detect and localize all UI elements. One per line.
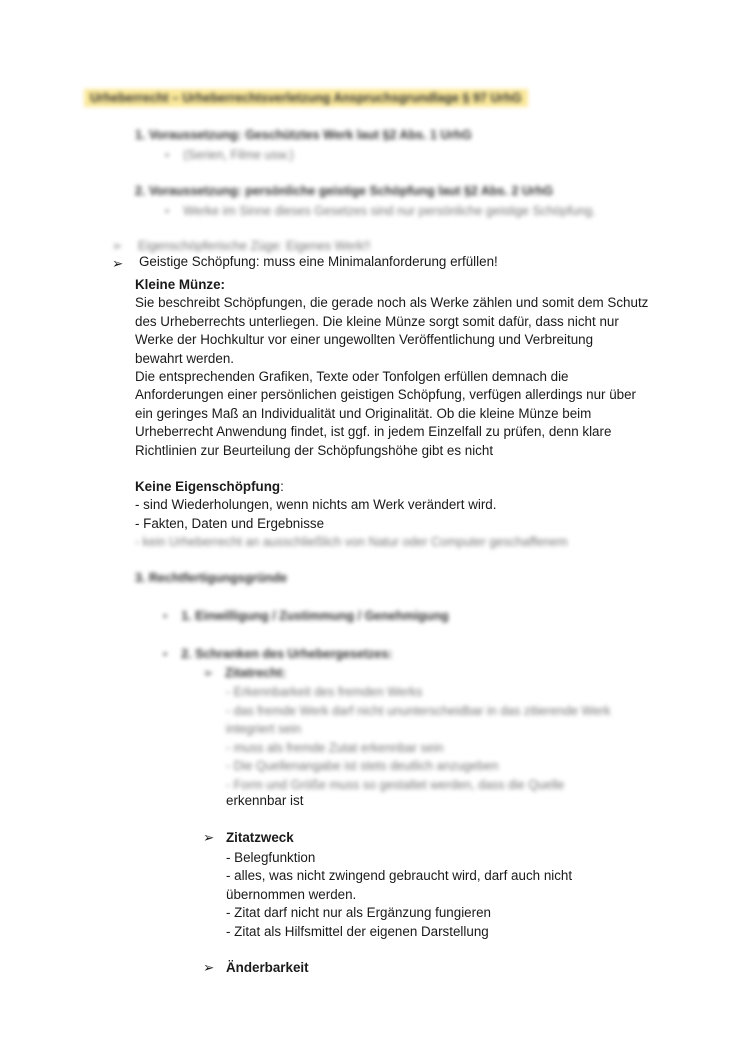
kleine-muenze-line: Werke der Hochkultur vor einer ungewollten Veröffentlichung und Verbreitung xyxy=(135,332,594,348)
bullet-icon xyxy=(163,609,181,623)
bullet-icon xyxy=(163,647,181,661)
arrow-icon: ➢ xyxy=(112,239,123,253)
kleine-muenze-line: Sie beschreibt Schöpfungen, die gerade noch als Werke zählen und somit dem Schutz xyxy=(135,295,649,311)
keine-eigenschoepfung-section xyxy=(135,478,680,552)
kleine-muenze-line: des Urheberrechts unterliegen. Die kleine Münze sorgt somit dafür, dass nicht nur xyxy=(135,313,619,329)
document-heading: Urheberrecht – Urheberrechtsverletzung Anspruchsgrundlage § 97 UrhG xyxy=(84,90,528,105)
requirement-2-bullet: ● Werke im Sinne dieses Gesetzes sind nur persönliche geistige Schöpfung. xyxy=(165,204,596,218)
aenderbarkeit-heading: ➢ Änderbarkeit xyxy=(203,960,309,975)
zitatzweck-heading: ➢ Zitatzweck xyxy=(203,830,294,845)
requirement-1-title: 1. Voraussetzung: Geschütztes Werk laut §2 Abs. 1 UrhG xyxy=(135,128,472,142)
arrow-item-eigenschoepferisch: ➢ Eigenschöpferische Züge: Eigenes Werk!! xyxy=(112,239,371,253)
zitatzweck-line: - Zitat darf nicht nur als Ergänzung fungieren xyxy=(226,905,491,921)
arrow-item-geistige-schoepfung: ➢ Geistige Schöpfung: muss eine Minimalanforderung erfüllen! xyxy=(112,256,498,271)
zitatzweck-line: - Zitat als Hilfsmittel der eigenen Darstellung xyxy=(226,923,489,939)
keine-eigenschoepfung-heading: Keine Eigenschöpfung: xyxy=(135,479,284,494)
zitatrecht-line: - Erkennbarkeit des fremden Werks xyxy=(226,685,423,699)
zitatrecht-line: - muss als fremde Zutat erkennbar sein xyxy=(226,740,444,755)
keine-eigenschoepfung-line-blurred: - kein Urheberrecht an ausschließlich von Natur oder Computer geschaffenem xyxy=(135,535,568,550)
requirement-2-title: 2. Voraussetzung: persönliche geistige Schöpfung laut §2 Abs. 2 UrhG xyxy=(135,184,554,198)
kleine-muenze-line: ein geringes Maß an Individualität und Originalität. Ob die kleine Münze beim xyxy=(135,405,592,421)
bullet-icon xyxy=(165,148,183,162)
zitatrecht-line: - Die Quellenangabe ist stets deutlich anzugeben xyxy=(226,759,499,773)
keine-eigenschoepfung-line: - Fakten, Daten und Ergebnisse xyxy=(135,515,325,531)
section-3-item-2: ● 2. Schranken des Urhebergesetzes: xyxy=(163,647,392,661)
kleine-muenze-line: Die entsprechenden Grafiken, Texte oder Tonfolgen erfüllen demnach die xyxy=(135,369,569,385)
kleine-muenze-line: Richtlinien zur Beurteilung der Schöpfungshöhe gibt es nicht xyxy=(135,442,494,458)
keine-eigenschoepfung-line: - sind Wiederholungen, wenn nichts am Werk verändert wird. xyxy=(135,497,497,513)
arrow-icon: ➢ xyxy=(203,666,214,680)
zitatzweck-line: übernommen werden. xyxy=(226,886,357,902)
bullet-icon xyxy=(165,204,183,218)
kleine-muenze-line: Urheberrecht Anwendung findet, ist ggf. in jedem Einzelfall zu prüfen, denn klare xyxy=(135,424,612,440)
arrow-icon: ➢ xyxy=(203,830,215,845)
zitatzweck-line: - alles, was nicht zwingend gebraucht wird, darf auch nicht xyxy=(226,868,573,884)
zitatzweck-line: - Belegfunktion xyxy=(226,850,316,865)
requirement-1-bullet: ● (Serien, Filme usw.) xyxy=(165,148,294,162)
zitatrecht-line: - Form und Größe muss so gestaltet werden, dass die Quelle xyxy=(226,777,565,792)
section-3-item-1: ● 1. Einwilligung / Zustimmung / Genehmigung xyxy=(163,609,449,623)
zitatrecht-heading: ➢ Zitatrecht: xyxy=(203,666,287,680)
arrow-icon: ➢ xyxy=(112,256,124,271)
kleine-muenze-line: bewahrt werden. xyxy=(135,350,234,366)
kleine-muenze-line: Anforderungen einer persönlichen geistigen Schöpfung, verfügen allerdings nur über xyxy=(135,387,636,403)
zitatzweck-list xyxy=(226,849,572,941)
zitatrecht-last-line: erkennbar ist xyxy=(226,793,304,808)
section-3-title: 3. Rechtfertigungsgründe xyxy=(135,571,288,585)
arrow-icon: ➢ xyxy=(203,960,215,975)
kleine-muenze-title: Kleine Münze: xyxy=(135,277,226,292)
zitatrecht-line: integriert sein xyxy=(226,722,302,736)
zitatrecht-line: - das fremde Werk darf nicht ununterscheidbar in das zitierende Werk xyxy=(226,703,611,718)
zitatrecht-list xyxy=(226,683,610,794)
kleine-muenze-section xyxy=(135,276,680,460)
